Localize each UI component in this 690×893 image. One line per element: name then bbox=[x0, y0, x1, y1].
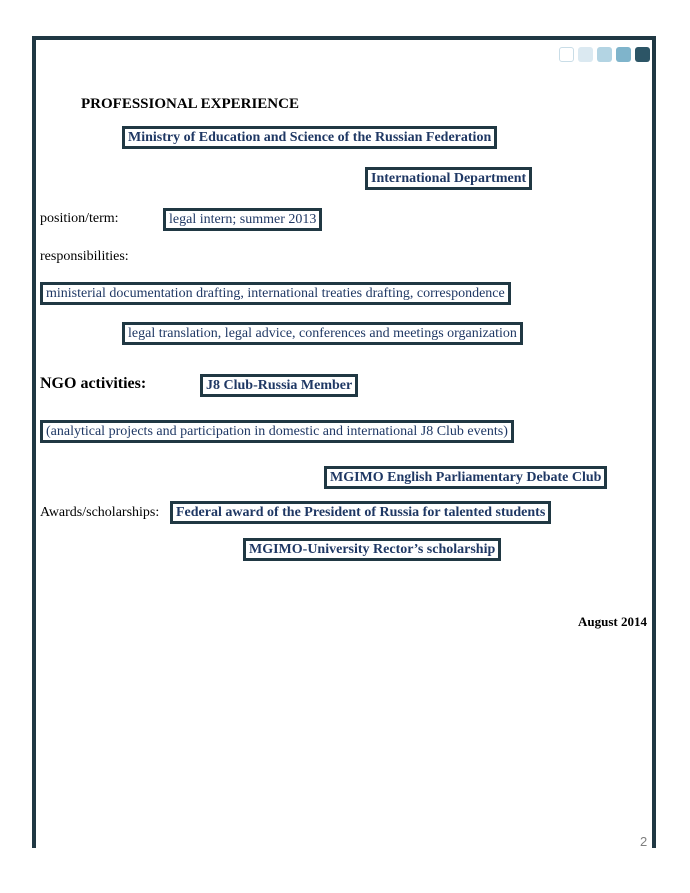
responsibilities-line-2: legal translation, legal advice, conferences and meetings organization bbox=[122, 322, 523, 345]
responsibilities-label: responsibilities: bbox=[40, 249, 129, 264]
department-name: International Department bbox=[365, 167, 532, 190]
award-rector-scholarship: MGIMO-University Rector’s scholarship bbox=[243, 538, 501, 561]
page-number: 2 bbox=[640, 834, 648, 849]
page-frame-right bbox=[652, 36, 656, 848]
decorative-square-3 bbox=[597, 47, 612, 62]
decorative-square-2 bbox=[578, 47, 593, 62]
awards-label: Awards/scholarships: bbox=[40, 505, 160, 520]
ngo-value: J8 Club-Russia Member bbox=[200, 374, 358, 397]
award-federal: Federal award of the President of Russia for talented students bbox=[170, 501, 551, 524]
debate-club: MGIMO English Parliamentary Debate Club bbox=[324, 466, 607, 489]
page-frame-left bbox=[32, 36, 36, 848]
position-label: position/term: bbox=[40, 211, 119, 226]
decorative-square-1 bbox=[559, 47, 574, 62]
decorative-square-4 bbox=[616, 47, 631, 62]
ngo-label: NGO activities: bbox=[40, 375, 147, 392]
position-value: legal intern; summer 2013 bbox=[163, 208, 322, 231]
decorative-square-5 bbox=[635, 47, 650, 62]
section-heading: PROFESSIONAL EXPERIENCE bbox=[81, 96, 299, 112]
page-frame-top bbox=[32, 36, 656, 40]
employer-name: Ministry of Education and Science of the Russian Federation bbox=[122, 126, 497, 149]
ngo-description: (analytical projects and participation in domestic and international J8 Club events) bbox=[40, 420, 514, 443]
document-date: August 2014 bbox=[578, 614, 647, 629]
responsibilities-line-1: ministerial documentation drafting, international treaties drafting, correspondence bbox=[40, 282, 511, 305]
